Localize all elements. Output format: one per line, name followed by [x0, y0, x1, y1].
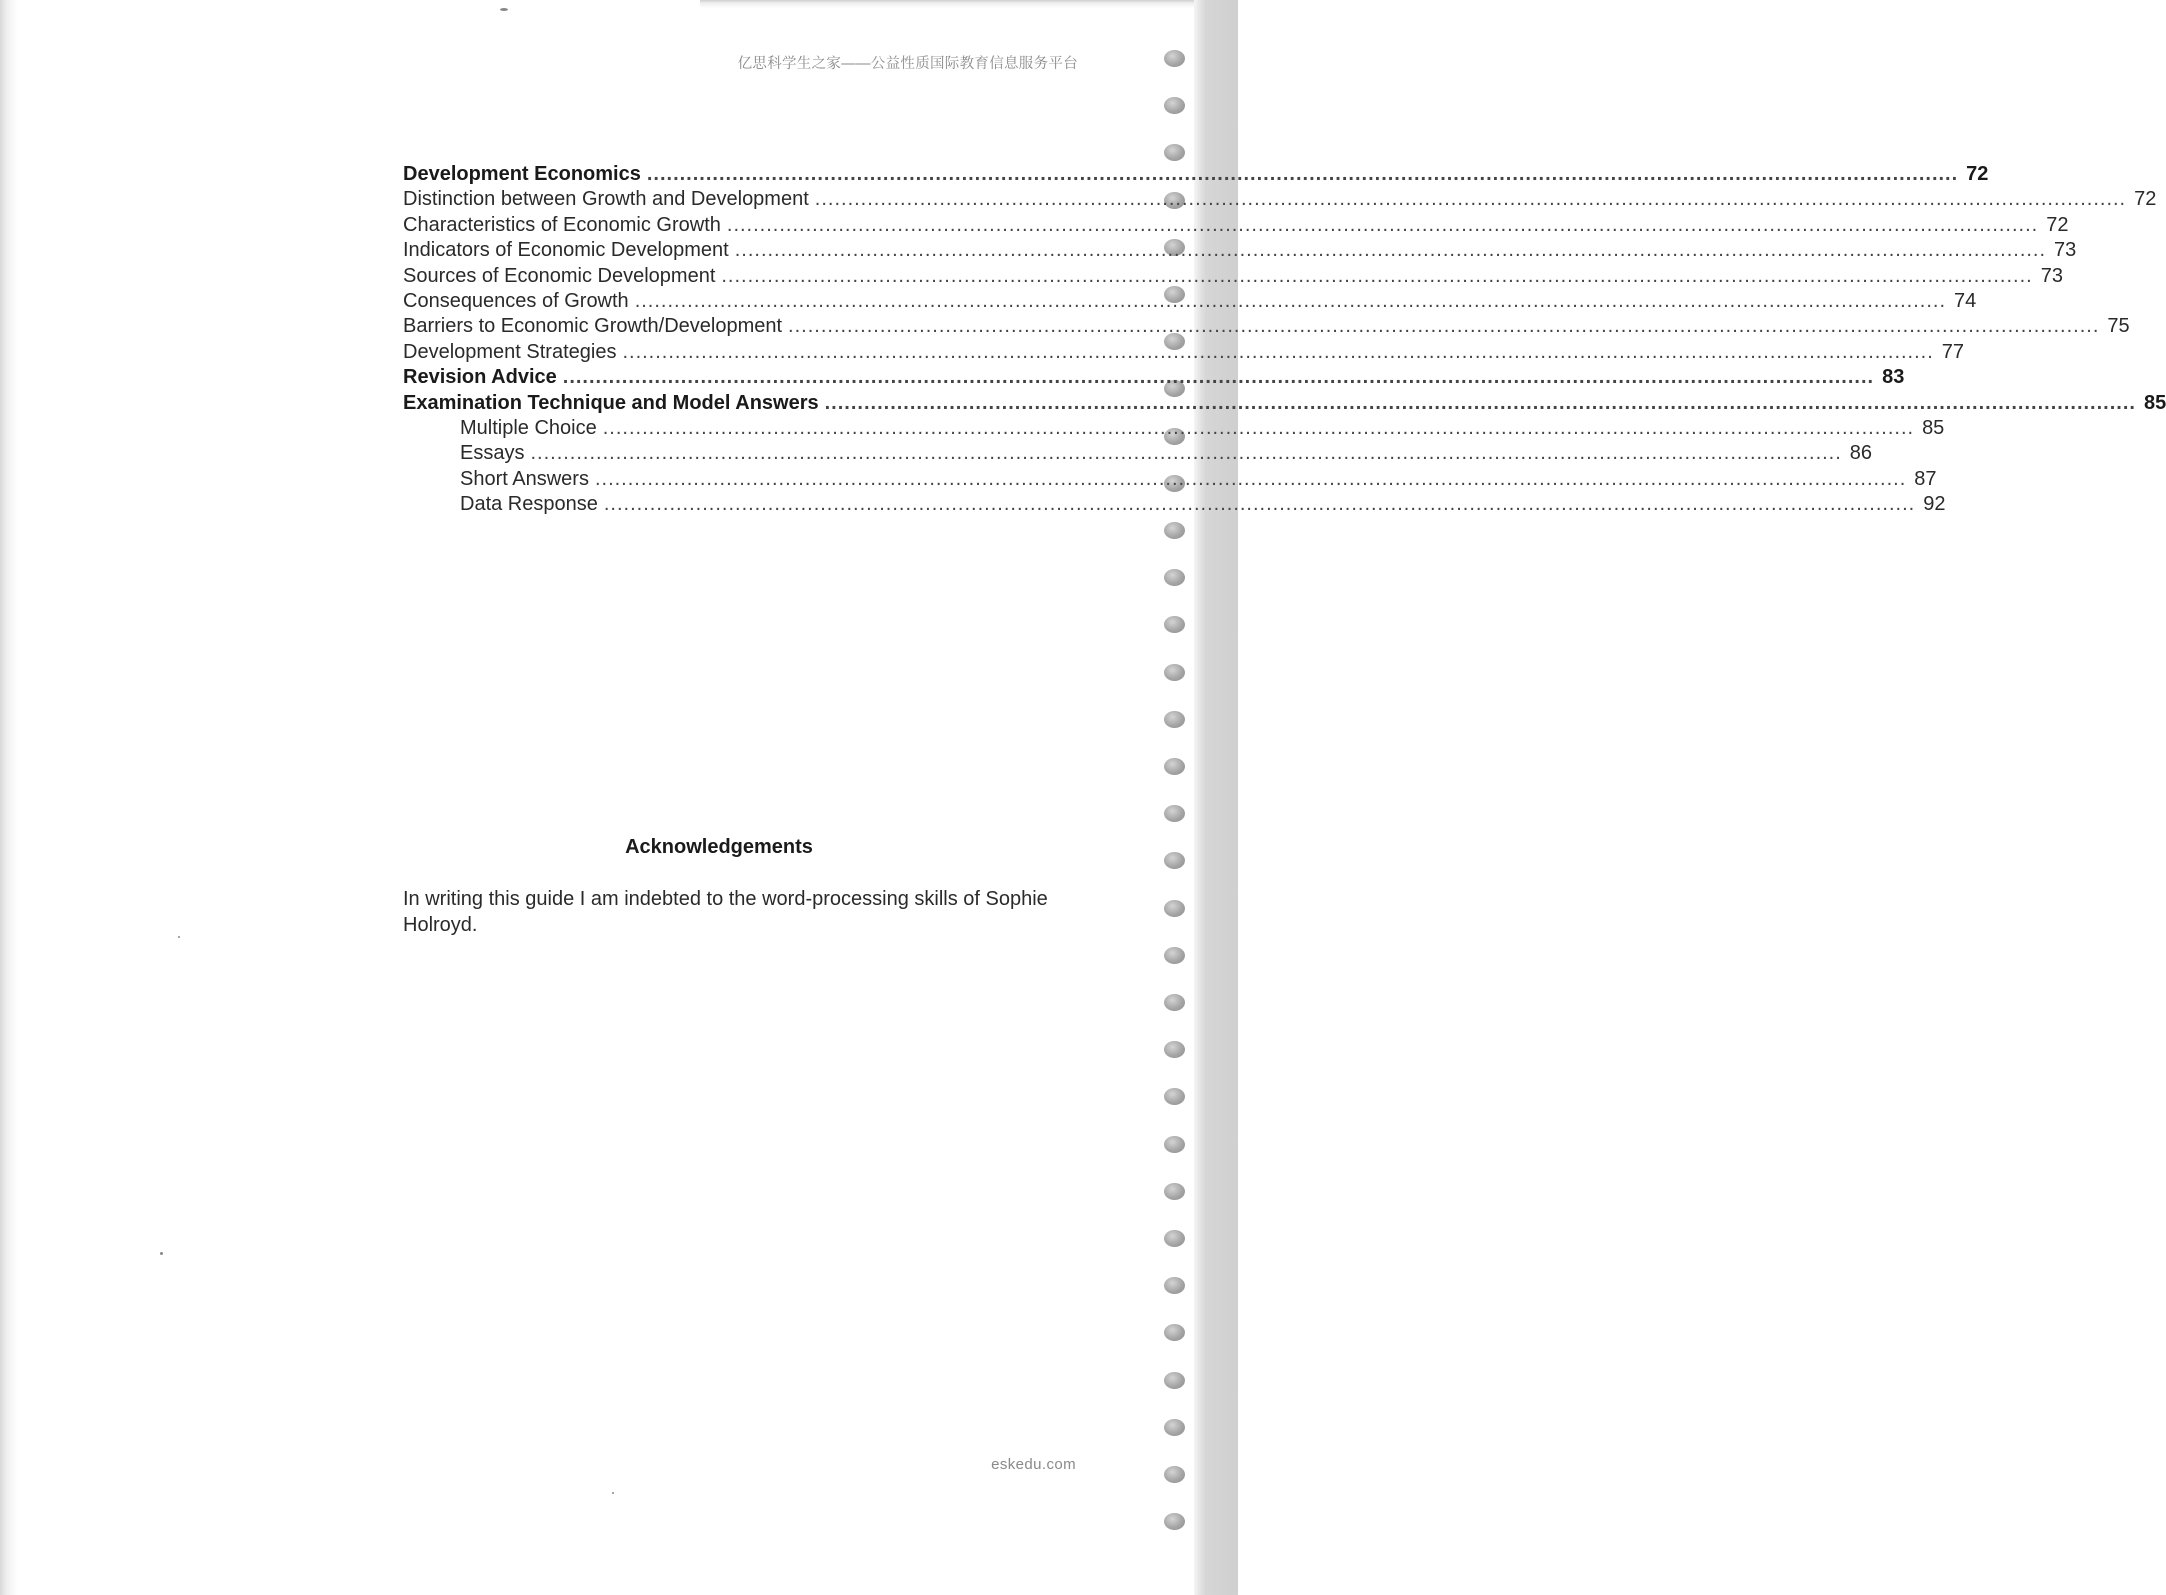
- toc-entry-page: 74: [1954, 289, 1977, 312]
- toc-dot-leader: ........................................................................................................................................................................................................: [721, 264, 2033, 287]
- binding-hole: [1164, 994, 1185, 1011]
- toc-entry-page: 92: [1923, 493, 1946, 516]
- toc-dot-leader: ........................................................................................................................................................................................................: [824, 391, 2136, 414]
- toc-dot-leader: ........................................................................................................................................................................................................: [622, 340, 1934, 363]
- binding-hole: [1164, 1513, 1185, 1530]
- toc-entry: [403, 187, 2157, 212]
- toc-entry-title: Essays: [460, 442, 525, 465]
- toc-entry-title: Data Response: [460, 493, 598, 516]
- binding-hole: [1164, 1277, 1185, 1294]
- binding-hole: [1164, 947, 1185, 964]
- binding-hole: [1164, 522, 1185, 539]
- toc-entry: [403, 289, 1977, 314]
- scan-speck: [500, 8, 508, 11]
- toc-entry-page: 72: [1966, 163, 1989, 185]
- binding-hole: [1164, 852, 1185, 869]
- scan-speck: [612, 1492, 614, 1494]
- toc-entry-title: Development Strategies: [403, 340, 617, 363]
- toc-entry-page: 72: [2046, 213, 2069, 236]
- toc-dot-leader: ........................................................................................................................................................................................................: [734, 239, 2047, 262]
- toc-entry-title: Barriers to Economic Growth/Development: [403, 315, 783, 338]
- toc-entry-page: 86: [1849, 442, 1873, 465]
- toc-entry: [403, 264, 2063, 289]
- page-footer-text: eskedu.com: [991, 1456, 1076, 1473]
- scan-speck: [160, 1252, 163, 1255]
- toc-entry-title: Multiple Choice: [460, 416, 597, 439]
- toc-entry-page: 87: [1914, 467, 1937, 490]
- binding-hole: [1164, 1230, 1185, 1247]
- toc-dot-leader: ........................................................................................................................................................................................................: [594, 467, 1907, 490]
- binding-hole: [1164, 1183, 1185, 1200]
- toc-entry-page: 83: [1882, 366, 1905, 389]
- toc-entry-title: Consequences of Growth: [403, 289, 629, 312]
- binding-hole: [1164, 1419, 1185, 1436]
- toc-entry: [403, 314, 2130, 339]
- binding-hole: [1164, 1324, 1185, 1341]
- toc-dot-leader: ........................................................................................................................................................................................................: [530, 442, 1842, 465]
- binding-hole: [1164, 1136, 1185, 1153]
- toc-entry-title: Sources of Economic Development: [403, 264, 716, 287]
- toc-entry: [403, 365, 1905, 390]
- page-edge-left: [0, 0, 18, 1595]
- toc-entry-title: Development Economics: [403, 163, 641, 185]
- toc-entry: [403, 416, 1945, 441]
- binding-hole: [1164, 1088, 1185, 1105]
- toc-entry-page: 73: [2054, 239, 2077, 262]
- binding-hole: [1164, 616, 1185, 633]
- page-header-text: 亿思科学生之家——公益性质国际教育信息服务平台: [737, 56, 1078, 72]
- toc-entry: [403, 238, 2077, 263]
- toc-entry-title: Short Answers: [460, 467, 589, 490]
- toc-entry: [403, 162, 1989, 187]
- toc-entry-page: 73: [2040, 264, 2063, 287]
- toc-entry-page: 85: [1922, 416, 1945, 439]
- toc-entry-page: 77: [1941, 340, 1965, 363]
- toc-entry: [403, 441, 1873, 466]
- toc-entry: [403, 340, 1965, 365]
- toc-entry: [403, 492, 1946, 517]
- toc-entry-title: Examination Technique and Model Answers: [403, 391, 819, 414]
- toc-entry-page: 85: [2143, 391, 2166, 414]
- toc-entry: [403, 467, 1937, 492]
- binding-hole: [1164, 50, 1185, 67]
- toc-entry-title: Indicators of Economic Development: [403, 239, 729, 262]
- toc-entry-title: Characteristics of Economic Growth: [403, 213, 721, 236]
- acknowledgements-body: In writing this guide I am indebted to the word-processing skills of Sophie Holroyd.: [403, 888, 1048, 936]
- page-edge-top: [700, 0, 1200, 10]
- binding-hole: [1164, 569, 1185, 586]
- binding-hole: [1164, 1372, 1185, 1389]
- toc-dot-leader: ........................................................................................................................................................................................................: [646, 163, 1959, 185]
- toc-dot-leader: ........................................................................................................................................................................................................: [634, 289, 1947, 312]
- binding-hole: [1164, 664, 1185, 681]
- toc-dot-leader: ........................................................................................................................................................................................................: [603, 493, 1916, 516]
- table-of-contents: [403, 162, 2166, 517]
- toc-dot-leader: ........................................................................................................................................................................................................: [788, 315, 2100, 338]
- binding-hole: [1164, 1466, 1185, 1483]
- toc-entry-title: Distinction between Growth and Development: [403, 188, 809, 211]
- toc-dot-leader: ........................................................................................................................................................................................................: [602, 416, 1915, 439]
- binding-hole: [1164, 1041, 1185, 1058]
- toc-entry-title: Revision Advice: [403, 366, 557, 389]
- toc-dot-leader: ........................................................................................................................................................................................................: [814, 188, 2127, 211]
- toc-entry: [403, 213, 2069, 238]
- toc-dot-leader: ........................................................................................................................................................................................................: [726, 213, 2039, 236]
- binding-hole: [1164, 805, 1185, 822]
- binding-hole: [1164, 144, 1185, 161]
- toc-entry-page: 75: [2107, 315, 2130, 338]
- binding-hole: [1164, 900, 1185, 917]
- toc-dot-leader: ........................................................................................................................................................................................................: [562, 366, 1875, 389]
- toc-entry-page: 72: [2134, 188, 2157, 211]
- scan-speck: [178, 936, 180, 938]
- toc-entry: [403, 391, 2166, 416]
- acknowledgements-title: Acknowledgements: [625, 836, 813, 858]
- binding-hole: [1164, 758, 1185, 775]
- binding-hole: [1164, 711, 1185, 728]
- binding-hole: [1164, 97, 1185, 114]
